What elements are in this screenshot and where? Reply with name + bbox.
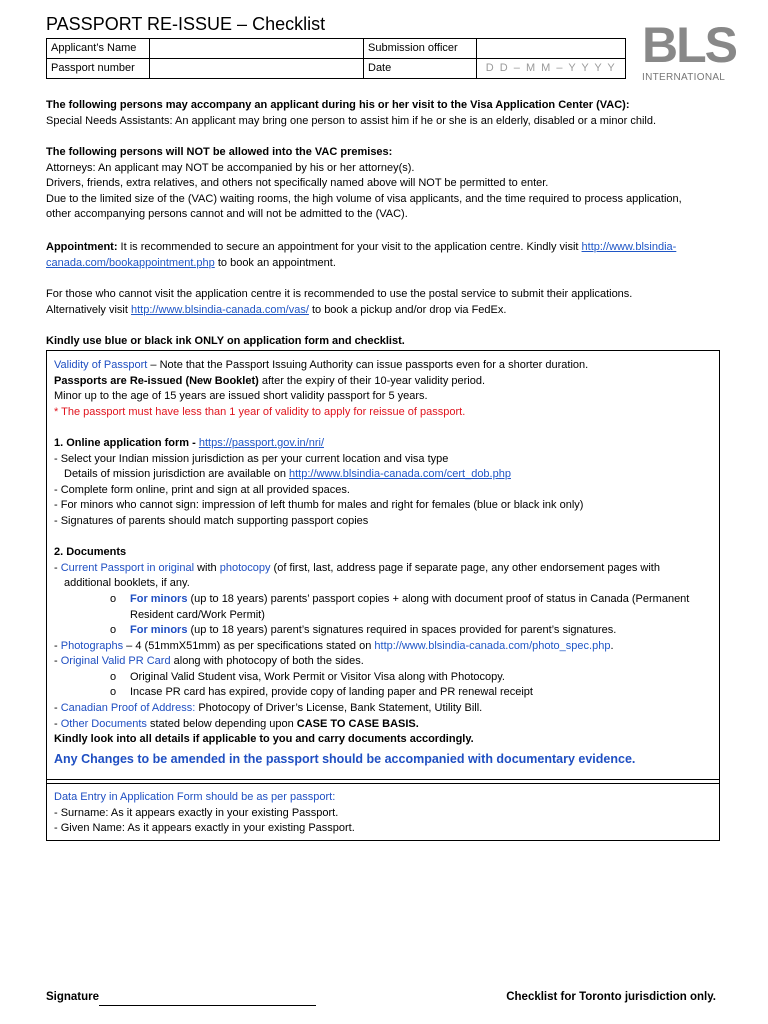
current-passport-rest: (of first, last, address page if separate page, any other endorsement pages with — [270, 561, 660, 574]
data-entry-surname: - Surname: As it appears exactly in your existing Passport. — [54, 806, 339, 819]
data-entry-heading: Data Entry in Application Form should be as per passport: — [54, 791, 336, 803]
appointment-text-end: to book an appointment. — [214, 256, 336, 269]
accompany-line: Special Needs Assistants: An applicant may bring one person to assist him if he or she is an elderly, disabled or a minor child. — [46, 114, 657, 127]
photo-spec-link[interactable]: http://www.blsindia-canada.com/photo_spec.php — [374, 639, 611, 652]
minor-doc-text-cont: Resident card/Work Permit) — [130, 608, 265, 621]
photographs-text: – 4 (51mmX51mm) as per specifications stated on — [123, 639, 375, 652]
appointment-paragraph-cont — [46, 256, 722, 272]
requirements-box — [46, 350, 720, 784]
for-minors-label: For minors — [130, 592, 188, 605]
date-field[interactable]: D D – M M – Y Y Y Y — [477, 59, 626, 79]
data-entry-given: - Given Name: As it appears exactly in your existing Passport. — [54, 822, 355, 835]
postal-alt-pre: Alternatively visit — [46, 303, 131, 316]
postal-alt-post: to book a pickup and/or drop via FedEx. — [308, 303, 507, 316]
appointment-text: It is recommended to secure an appointment for your visit to the application centre. Kindly visit — [117, 241, 582, 253]
signature-line[interactable] — [99, 993, 316, 1006]
applicant-name-label: Applicant’s Name — [47, 39, 150, 59]
not-allowed-line: Drivers, friends, extra relatives, and others not specifically named above will NOT be permitted to enter. — [46, 177, 549, 190]
jurisdiction-note: Checklist for Toronto jurisdiction only. — [506, 991, 716, 1003]
validity-line — [54, 358, 712, 374]
data-entry-box — [46, 783, 720, 841]
photocopy-label: photocopy — [219, 561, 271, 574]
logo-sub-text: INTERNATIONAL — [642, 72, 726, 83]
amendment-notice: Any Changes to be amended in the passport should be accompanied with documentary evidence. — [54, 751, 636, 766]
not-allowed-heading: The following persons will NOT be allowed into the VAC premises: — [46, 146, 393, 158]
online-form-title: 1. Online application form - — [54, 436, 199, 449]
pr-card-label: Original Valid PR Card — [60, 655, 171, 668]
case-basis: CASE TO CASE BASIS. — [296, 717, 419, 730]
accompany-heading: The following persons may accompany an applicant during his or her visit to the Visa Application Center (VAC): — [46, 99, 630, 111]
doc-current-passport — [54, 561, 712, 577]
reissue-bold: Passports are Re-issued (New Booklet) — [54, 374, 259, 387]
applicant-name-field[interactable] — [150, 39, 364, 59]
online-form-item: - Signatures of parents should match supporting passport copies — [54, 514, 369, 527]
pr-sub-item: o Incase PR card has expired, provide copy of landing paper and PR renewal receipt — [110, 686, 533, 699]
appointment-section — [46, 240, 722, 271]
online-form-item: - Select your Indian mission jurisdiction as per your current location and visa type — [54, 452, 449, 465]
vas-link[interactable]: http://www.blsindia-canada.com/vas/ — [130, 303, 309, 316]
minor-doc-text: (up to 18 years) parent’s signatures required in spaces provided for parent’s signatures. — [187, 624, 617, 637]
passport-number-label: Passport number — [47, 59, 150, 79]
for-minors-label: For minors — [130, 624, 188, 637]
doc-other: - Other Documents stated below depending upon CASE TO CASE BASIS. — [54, 717, 419, 730]
online-form-item: - For minors who cannot sign: impression of left thumb for males and right for females (blue or black ink only) — [54, 499, 584, 512]
pr-sub-text: Original Valid Student visa, Work Permit or Visitor Visa along with Photocopy. — [130, 670, 505, 683]
validity-red-note: * The passport must have less than 1 year of validity to apply for reissue of passport. — [54, 405, 466, 418]
current-passport-label: Current Passport in original — [60, 561, 195, 574]
online-form-heading — [54, 436, 712, 452]
accompany-section — [46, 98, 722, 129]
not-allowed-line: Due to the limited size of the (VAC) waiting rooms, the high volume of visa applicants, and the time required to process application, — [46, 192, 682, 205]
validity-text: – Note that the Passport Issuing Authority can issue passports even for a shorter duration. — [147, 359, 589, 371]
applicant-info-table — [46, 38, 626, 79]
passport-gov-link[interactable]: https://passport.gov.in/nri/ — [198, 436, 324, 449]
pr-sub-item: o Original Valid Student visa, Work Permit or Visitor Visa along with Photocopy. — [110, 670, 505, 683]
pr-card-text: along with photocopy of both the sides. — [170, 655, 364, 668]
minor-doc-item: o For minors (up to 18 years) parents’ passport copies + along with document proof of status in Canada (Permanent Resident card/Work Permit) — [110, 592, 690, 621]
reissue-line — [54, 374, 712, 390]
doc-photographs: - Photographs – 4 (51mmX51mm) as per specifications stated on http://www.blsindia-canada.com/photo_spec.php. — [54, 639, 614, 652]
minor-validity-line: Minor up to the age of 15 years are issued short validity passport for 5 years. — [54, 390, 428, 403]
signature-area — [46, 990, 316, 1006]
minor-doc-text: (up to 18 years) parents’ passport copies + along with document proof of status in Canada (Permanent — [187, 592, 690, 605]
with-text: with — [194, 561, 220, 574]
not-allowed-line: other accompanying persons cannot and will not be admitted to the (VAC). — [46, 208, 408, 221]
online-form-item: - Complete form online, print and sign at all provided spaces. — [54, 483, 350, 496]
doc-address: - Canadian Proof of Address: Photocopy of Driver’s License, Bank Statement, Utility Bill. — [54, 702, 483, 715]
logo-main-text: BLS — [642, 17, 736, 73]
book-appointment-link[interactable]: http://www.blsindia- — [581, 241, 677, 253]
box-divider — [47, 779, 719, 780]
photographs-label: Photographs — [60, 639, 124, 652]
jurisdiction-text: Details of mission jurisdiction are available on — [64, 468, 289, 481]
passport-number-field[interactable] — [150, 59, 364, 79]
signature-label: Signature — [46, 991, 100, 1003]
dash: - — [54, 561, 61, 574]
kindly-note: Kindly look into all details if applicable to you and carry documents accordingly. — [54, 733, 474, 746]
validity-label: Validity of Passport — [54, 359, 148, 371]
submission-officer-label: Submission officer — [364, 39, 477, 59]
appointment-label: Appointment: — [46, 241, 118, 253]
minor-doc-item: o For minors (up to 18 years) parent’s signatures required in spaces provided for parent’s signatures. — [110, 624, 617, 637]
submission-officer-field[interactable] — [477, 39, 626, 59]
reissue-rest: after the expiry of their 10-year validity period. — [258, 374, 486, 387]
other-docs-label: Other Documents — [60, 717, 147, 730]
postal-line: For those who cannot visit the application centre it is recommended to use the postal service to submit their applications. — [46, 288, 633, 300]
appointment-paragraph — [46, 240, 722, 256]
ink-note: Kindly use blue or black ink ONLY on application form and checklist. — [46, 335, 405, 347]
bls-logo — [642, 17, 736, 88]
cert-dob-link[interactable]: http://www.blsindia-canada.com/cert_dob.php — [289, 468, 511, 481]
documents-heading: 2. Documents — [54, 546, 127, 559]
book-appointment-link-cont[interactable]: canada.com/bookappointment.php — [46, 256, 215, 269]
postal-alt-line — [46, 303, 722, 319]
date-label: Date — [364, 59, 477, 79]
period: . — [610, 639, 614, 652]
page-title: PASSPORT RE-ISSUE – Checklist — [46, 14, 326, 34]
doc-current-passport-cont: additional booklets, if any. — [64, 577, 190, 590]
postal-section — [46, 287, 722, 318]
pr-sub-text: Incase PR card has expired, provide copy of landing paper and PR renewal receipt — [130, 686, 533, 699]
other-docs-text: stated below depending upon — [146, 717, 297, 730]
doc-pr-card: - Original Valid PR Card along with photocopy of both the sides. — [54, 655, 364, 668]
not-allowed-section — [46, 145, 722, 223]
online-form-item — [64, 467, 712, 483]
address-label: Canadian Proof of Address: — [60, 702, 196, 715]
address-text: Photocopy of Driver’s License, Bank Statement, Utility Bill. — [195, 702, 483, 715]
not-allowed-line: Attorneys: An applicant may NOT be accompanied by his or her attorney(s). — [46, 161, 415, 174]
